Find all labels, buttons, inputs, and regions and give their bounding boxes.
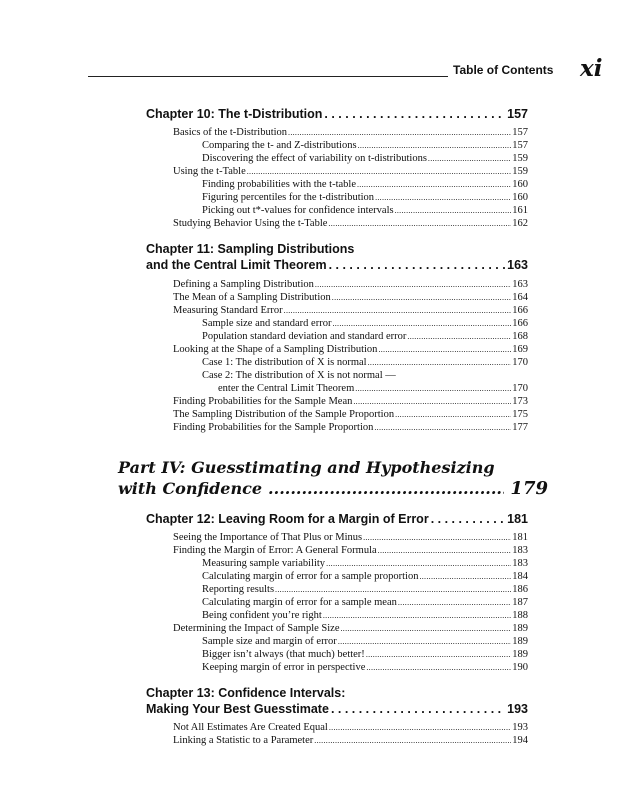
toc-entry[interactable]: Linking a Statistic to a Parameter ..... 194 bbox=[173, 734, 528, 747]
part-title-cont: with Confidence bbox=[118, 479, 263, 498]
part-title: Part IV: Guesstimating and Hypothesizing bbox=[118, 458, 495, 477]
chapter-13-heading[interactable] bbox=[146, 685, 528, 717]
chapter-10-entries bbox=[173, 126, 528, 230]
chapter-title-cont: and the Central Limit Theorem bbox=[146, 258, 327, 272]
part-page: 179 bbox=[510, 478, 548, 499]
toc-entry[interactable]: Finding Probabilities for the Sample Mean ..... 173 bbox=[173, 395, 528, 408]
toc-entry[interactable]: The Mean of a Sampling Distribution ..... 164 bbox=[173, 291, 528, 304]
toc-entry[interactable]: Determining the Impact of Sample Size ..... 189 bbox=[173, 622, 528, 635]
toc-entry[interactable]: Finding Probabilities for the Sample Proportion ..... 177 bbox=[173, 421, 528, 434]
toc-subentry[interactable]: Bigger isn’t always (that much) better! ..... 189 bbox=[173, 648, 528, 661]
page-number: xi bbox=[580, 55, 603, 82]
chapter-title-cont: Making Your Best Guesstimate bbox=[146, 702, 329, 716]
chapter-12-heading[interactable] bbox=[146, 511, 528, 527]
toc-subentry[interactable]: Being confident you’re right ..... 188 bbox=[173, 609, 528, 622]
toc-entry[interactable]: Using the t-Table ..... 159 bbox=[173, 165, 528, 178]
dot-leader bbox=[331, 701, 505, 717]
dot-leader bbox=[329, 257, 506, 273]
chapter-title: Chapter 11: Sampling Distributions bbox=[146, 242, 355, 256]
toc-subentry[interactable]: Calculating margin of error for a sample mean ..... 187 bbox=[173, 596, 528, 609]
toc-subentry[interactable]: Comparing the t- and Z-distributions ..... 157 bbox=[173, 139, 528, 152]
chapter-title: Chapter 12: Leaving Room for a Margin of Error bbox=[146, 512, 429, 526]
chapter-title: Chapter 10: The t-Distribution bbox=[146, 107, 323, 121]
chapter-11-heading[interactable] bbox=[146, 241, 528, 273]
toc-subentry-cont[interactable]: enter the Central Limit Theorem ..... 170 bbox=[173, 382, 528, 395]
header-rule bbox=[88, 76, 448, 77]
toc-entry[interactable]: Seeing the Importance of That Plus or Minus ..... 181 bbox=[173, 531, 528, 544]
dot-leader bbox=[268, 478, 504, 499]
toc-entry[interactable]: Not All Estimates Are Created Equal ..... 193 bbox=[173, 721, 528, 734]
toc-subentry[interactable]: Finding probabilities with the t-table ..... 160 bbox=[173, 178, 528, 191]
dot-leader bbox=[324, 106, 505, 122]
toc-subentry[interactable]: Sample size and margin of error ..... 189 bbox=[173, 635, 528, 648]
chapter-10-heading[interactable] bbox=[146, 106, 528, 122]
toc-entry[interactable]: Looking at the Shape of a Sampling Distribution ..... 169 bbox=[173, 343, 528, 356]
toc-subentry[interactable]: Population standard deviation and standard error ..... 168 bbox=[173, 330, 528, 343]
chapter-12-entries bbox=[173, 531, 528, 674]
toc-subentry[interactable]: Sample size and standard error ..... 166 bbox=[173, 317, 528, 330]
chapter-11-entries bbox=[173, 278, 528, 434]
toc-entry[interactable]: The Sampling Distribution of the Sample Proportion ..... 175 bbox=[173, 408, 528, 421]
toc-subentry[interactable]: Picking out t*-values for confidence intervals ..... 161 bbox=[173, 204, 528, 217]
toc-subentry[interactable]: Case 1: The distribution of X is normal ..... 170 bbox=[173, 356, 528, 369]
chapter-13-entries bbox=[173, 721, 528, 747]
dot-leader bbox=[431, 511, 505, 527]
toc-subentry[interactable]: Keeping margin of error in perspective ..... 190 bbox=[173, 661, 528, 674]
toc-subentry[interactable]: Case 2: The distribution of X is not normal — bbox=[202, 370, 396, 381]
chapter-page: 193 bbox=[507, 702, 528, 716]
toc-entry[interactable]: Defining a Sampling Distribution ..... 163 bbox=[173, 278, 528, 291]
chapter-page: 163 bbox=[507, 258, 528, 272]
toc-subentry[interactable]: Calculating margin of error for a sample proportion ..... 184 bbox=[173, 570, 528, 583]
toc-entry[interactable]: Basics of the t-Distribution ..... 157 bbox=[173, 126, 528, 139]
running-header-title: Table of Contents bbox=[453, 63, 554, 77]
part-4-heading[interactable] bbox=[118, 457, 548, 499]
toc-entry[interactable]: Finding the Margin of Error: A General Formula ..... 183 bbox=[173, 544, 528, 557]
chapter-title: Chapter 13: Confidence Intervals: bbox=[146, 686, 346, 700]
toc-subentry[interactable]: Reporting results ..... 186 bbox=[173, 583, 528, 596]
toc-entry[interactable]: Studying Behavior Using the t-Table ..... 162 bbox=[173, 217, 528, 230]
toc-subentry[interactable]: Figuring percentiles for the t-distribution ..... 160 bbox=[173, 191, 528, 204]
toc-subentry[interactable]: Measuring sample variability ..... 183 bbox=[173, 557, 528, 570]
chapter-page: 157 bbox=[507, 107, 528, 121]
toc-subentry[interactable]: Discovering the effect of variability on t-distributions ..... 159 bbox=[173, 152, 528, 165]
toc-entry[interactable]: Measuring Standard Error ..... 166 bbox=[173, 304, 528, 317]
chapter-page: 181 bbox=[507, 512, 528, 526]
